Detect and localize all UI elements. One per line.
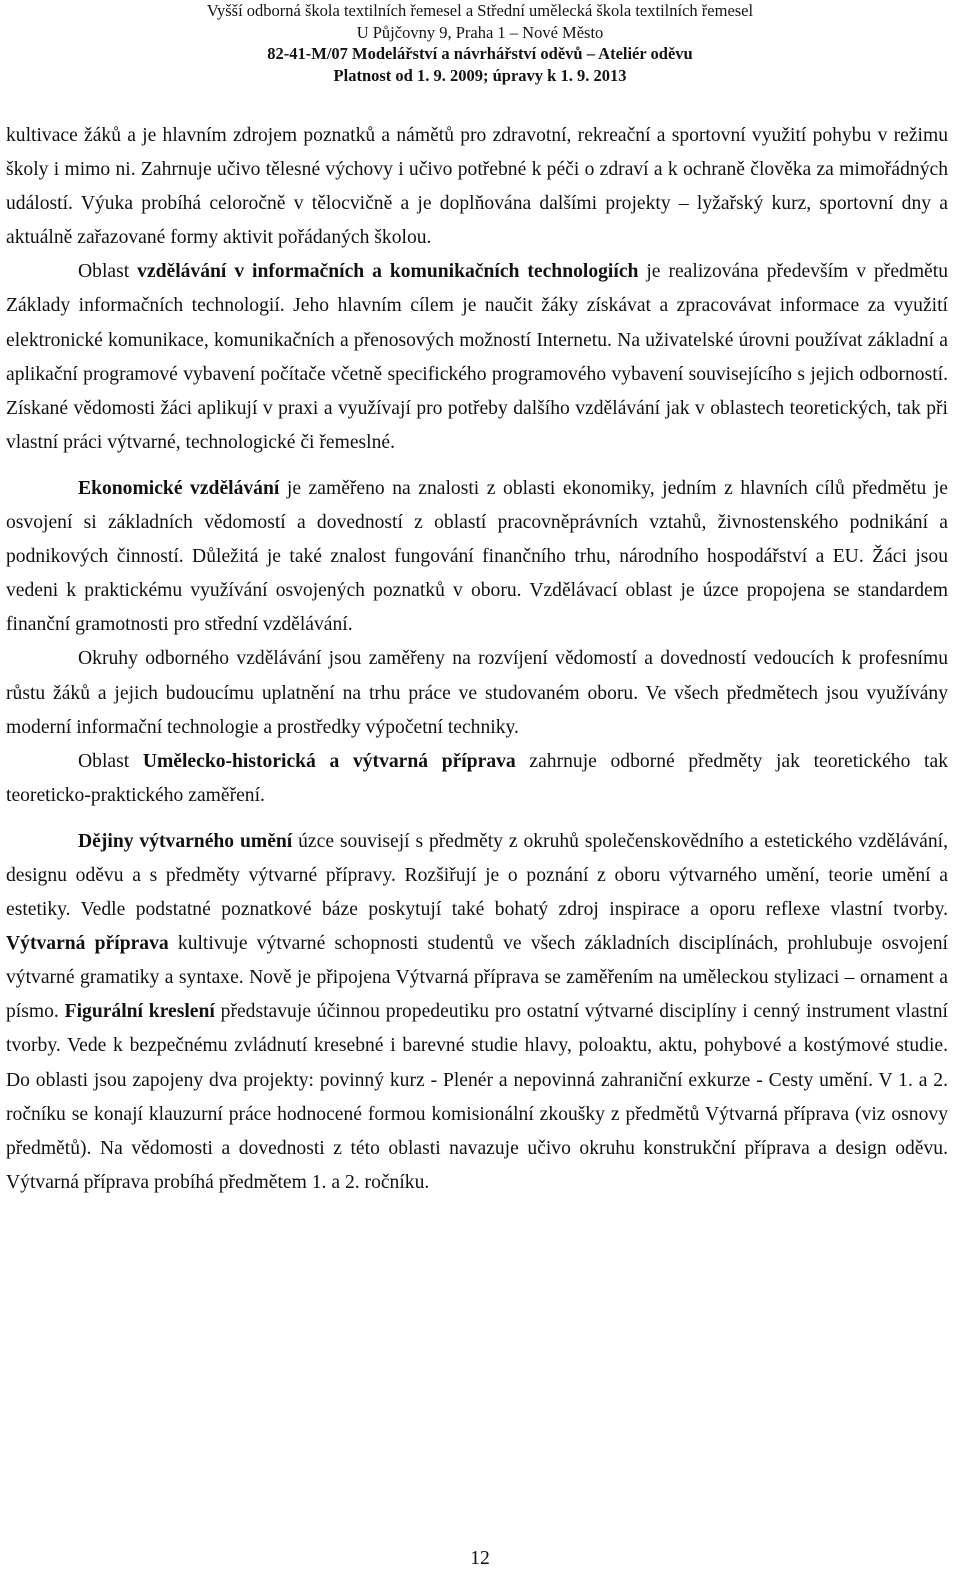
- paragraph-ict: [6, 255, 948, 460]
- paragraph-text: je realizována především v předmětu Základy informačních technologií. Jeho hlavním cílem je naučit žáky získávat a zpracovávat informace za využití elektronické komunikace, komunikačních a přenosových možností Internetu. Na uživatelské úrovni používat základní a aplikační programové vybavení počítače včetně specifického programového vybavení souvisejícího s jejich odborností. Získané vědomosti žáci aplikují v praxi a využívají pro potřeby dalšího vzdělávání jak v oblastech teoretických, tak při vlastní práci výtvarné, technologické či řemeslné.: [6, 261, 948, 453]
- paragraph-text: Okruhy odborného vzdělávání jsou zaměřeny na rozvíjení vědomostí a dovedností vedoucích k profesnímu růstu žáků a jejich budoucímu uplatnění na trhu práce ve studovaném oboru. Ve všech předmětech jsou využívány moderní informační technologie a prostředky výpočetní techniky.: [6, 648, 948, 738]
- paragraph-bold-term: Figurální kreslení: [64, 1001, 215, 1023]
- paragraph-bold-term: Ekonomické vzdělávání: [78, 477, 280, 499]
- paragraph-text: úzce souvisejí s předměty z okruhů společenskovědního a estetického vzdělávání, designu oděvu a s předměty výtvarné přípravy. Rozšiřují je o poznání z oboru výtvarného umění, teorie umění a estetiky. Vedle podstatné poznatkové báze poskytují také bohatý zdroj inspirace a oporu reflexe vlastní tvorby.: [6, 830, 948, 921]
- header-program: 82-41-M/07 Modelářství a návrhářství oděvů – Ateliér oděvu: [267, 44, 693, 63]
- paragraph-art-subjects: [6, 825, 948, 1200]
- page-header: [0, 0, 960, 86]
- paragraph-bold-term: Dějiny výtvarného umění: [78, 830, 293, 852]
- document-body: [6, 119, 948, 1200]
- header-address: U Půjčovny 9, Praha 1 – Nové Město: [356, 22, 604, 42]
- paragraph-bold-term: Výtvarná příprava: [6, 933, 169, 955]
- paragraph-text: kultivuje výtvarné schopnosti studentů ve všech základních disciplínách, prohlubuje osvojení výtvarné gramatiky a syntaxe. Nově je připojena Výtvarná příprava se zaměřením na uměleckou stylizaci – ornament a písmo.: [6, 933, 948, 1023]
- header-school-name: Vyšší odborná škola textilních řemesel a Střední umělecká škola textilních řemesel: [206, 1, 754, 20]
- paragraph-text: kultivace žáků a je hlavním zdrojem poznatků a námětů pro zdravotní, rekreační a sportovní využití pohybu v režimu školy i mimo ni. Zahrnuje učivo tělesné výchovy i učivo potřebné k péči o zdraví a k ochraně člověka za mimořádných událostí. Výuka probíhá celoročně v tělocvičně a je doplňována dalšími projekty – lyžařský kurz, sportovní dny a aktuálně zařazované formy aktivit pořádaných školou.: [6, 125, 948, 249]
- paragraph-text: představuje účinnou propedeutiku pro ostatní výtvarné disciplíny i cenný instrument vlastní tvorby. Vede k bezpečnému zvládnutí kresebné i barevné studie hlavy, poloaktu, aktu, pohybové a kostýmové studie. Do oblasti jsou zapojeny dva projekty: povinný kurz - Plenér a nepovinná zahraniční exkurze - Cesty umění. V 1. a 2. ročníku se konají klauzurní práce hodnocené formou komisionální zkoušky z předmětů Výtvarná příprava (viz osnovy předmětů). Na vědomosti a dovednosti z této oblasti navazuje učivo okruhu konstrukční příprava a design oděvu. Výtvarná příprava probíhá předmětem 1. a 2. ročníku.: [6, 1001, 948, 1193]
- paragraph-economics: [6, 472, 948, 642]
- paragraph-text: zahrnuje odborné předměty jak teoretického tak teoreticko-praktického zaměření.: [6, 750, 948, 806]
- paragraph-physical-education: [6, 119, 948, 255]
- paragraph-vocational: [6, 642, 948, 744]
- page-number: 12: [470, 1548, 490, 1569]
- header-validity: Platnost od 1. 9. 2009; úpravy k 1. 9. 2013: [333, 65, 627, 85]
- paragraph-bold-term: vzdělávání v informačních a komunikačních technologiích: [137, 261, 639, 283]
- paragraph-text: je zaměřeno na znalosti z oblasti ekonomiky, jedním z hlavních cílů předmětu je osvojení si základních vědomostí a dovedností z oblastí pracovněprávních vztahů, živnostenského podnikání a podnikových činností. Důležitá je také znalost fungování finančního trhu, národního hospodářství a EU. Žáci jsou vedeni k praktickému využívání osvojených poznatků v oboru. Vzdělávací oblast je úzce propojena se standardem finanční gramotnosti pro střední vzdělávání.: [6, 477, 948, 636]
- paragraph-text: Oblast: [78, 750, 143, 772]
- paragraph-art-history: [6, 745, 948, 813]
- paragraph-text: Oblast: [78, 261, 138, 283]
- paragraph-bold-term: Umělecko-historická a výtvarná příprava: [142, 750, 516, 772]
